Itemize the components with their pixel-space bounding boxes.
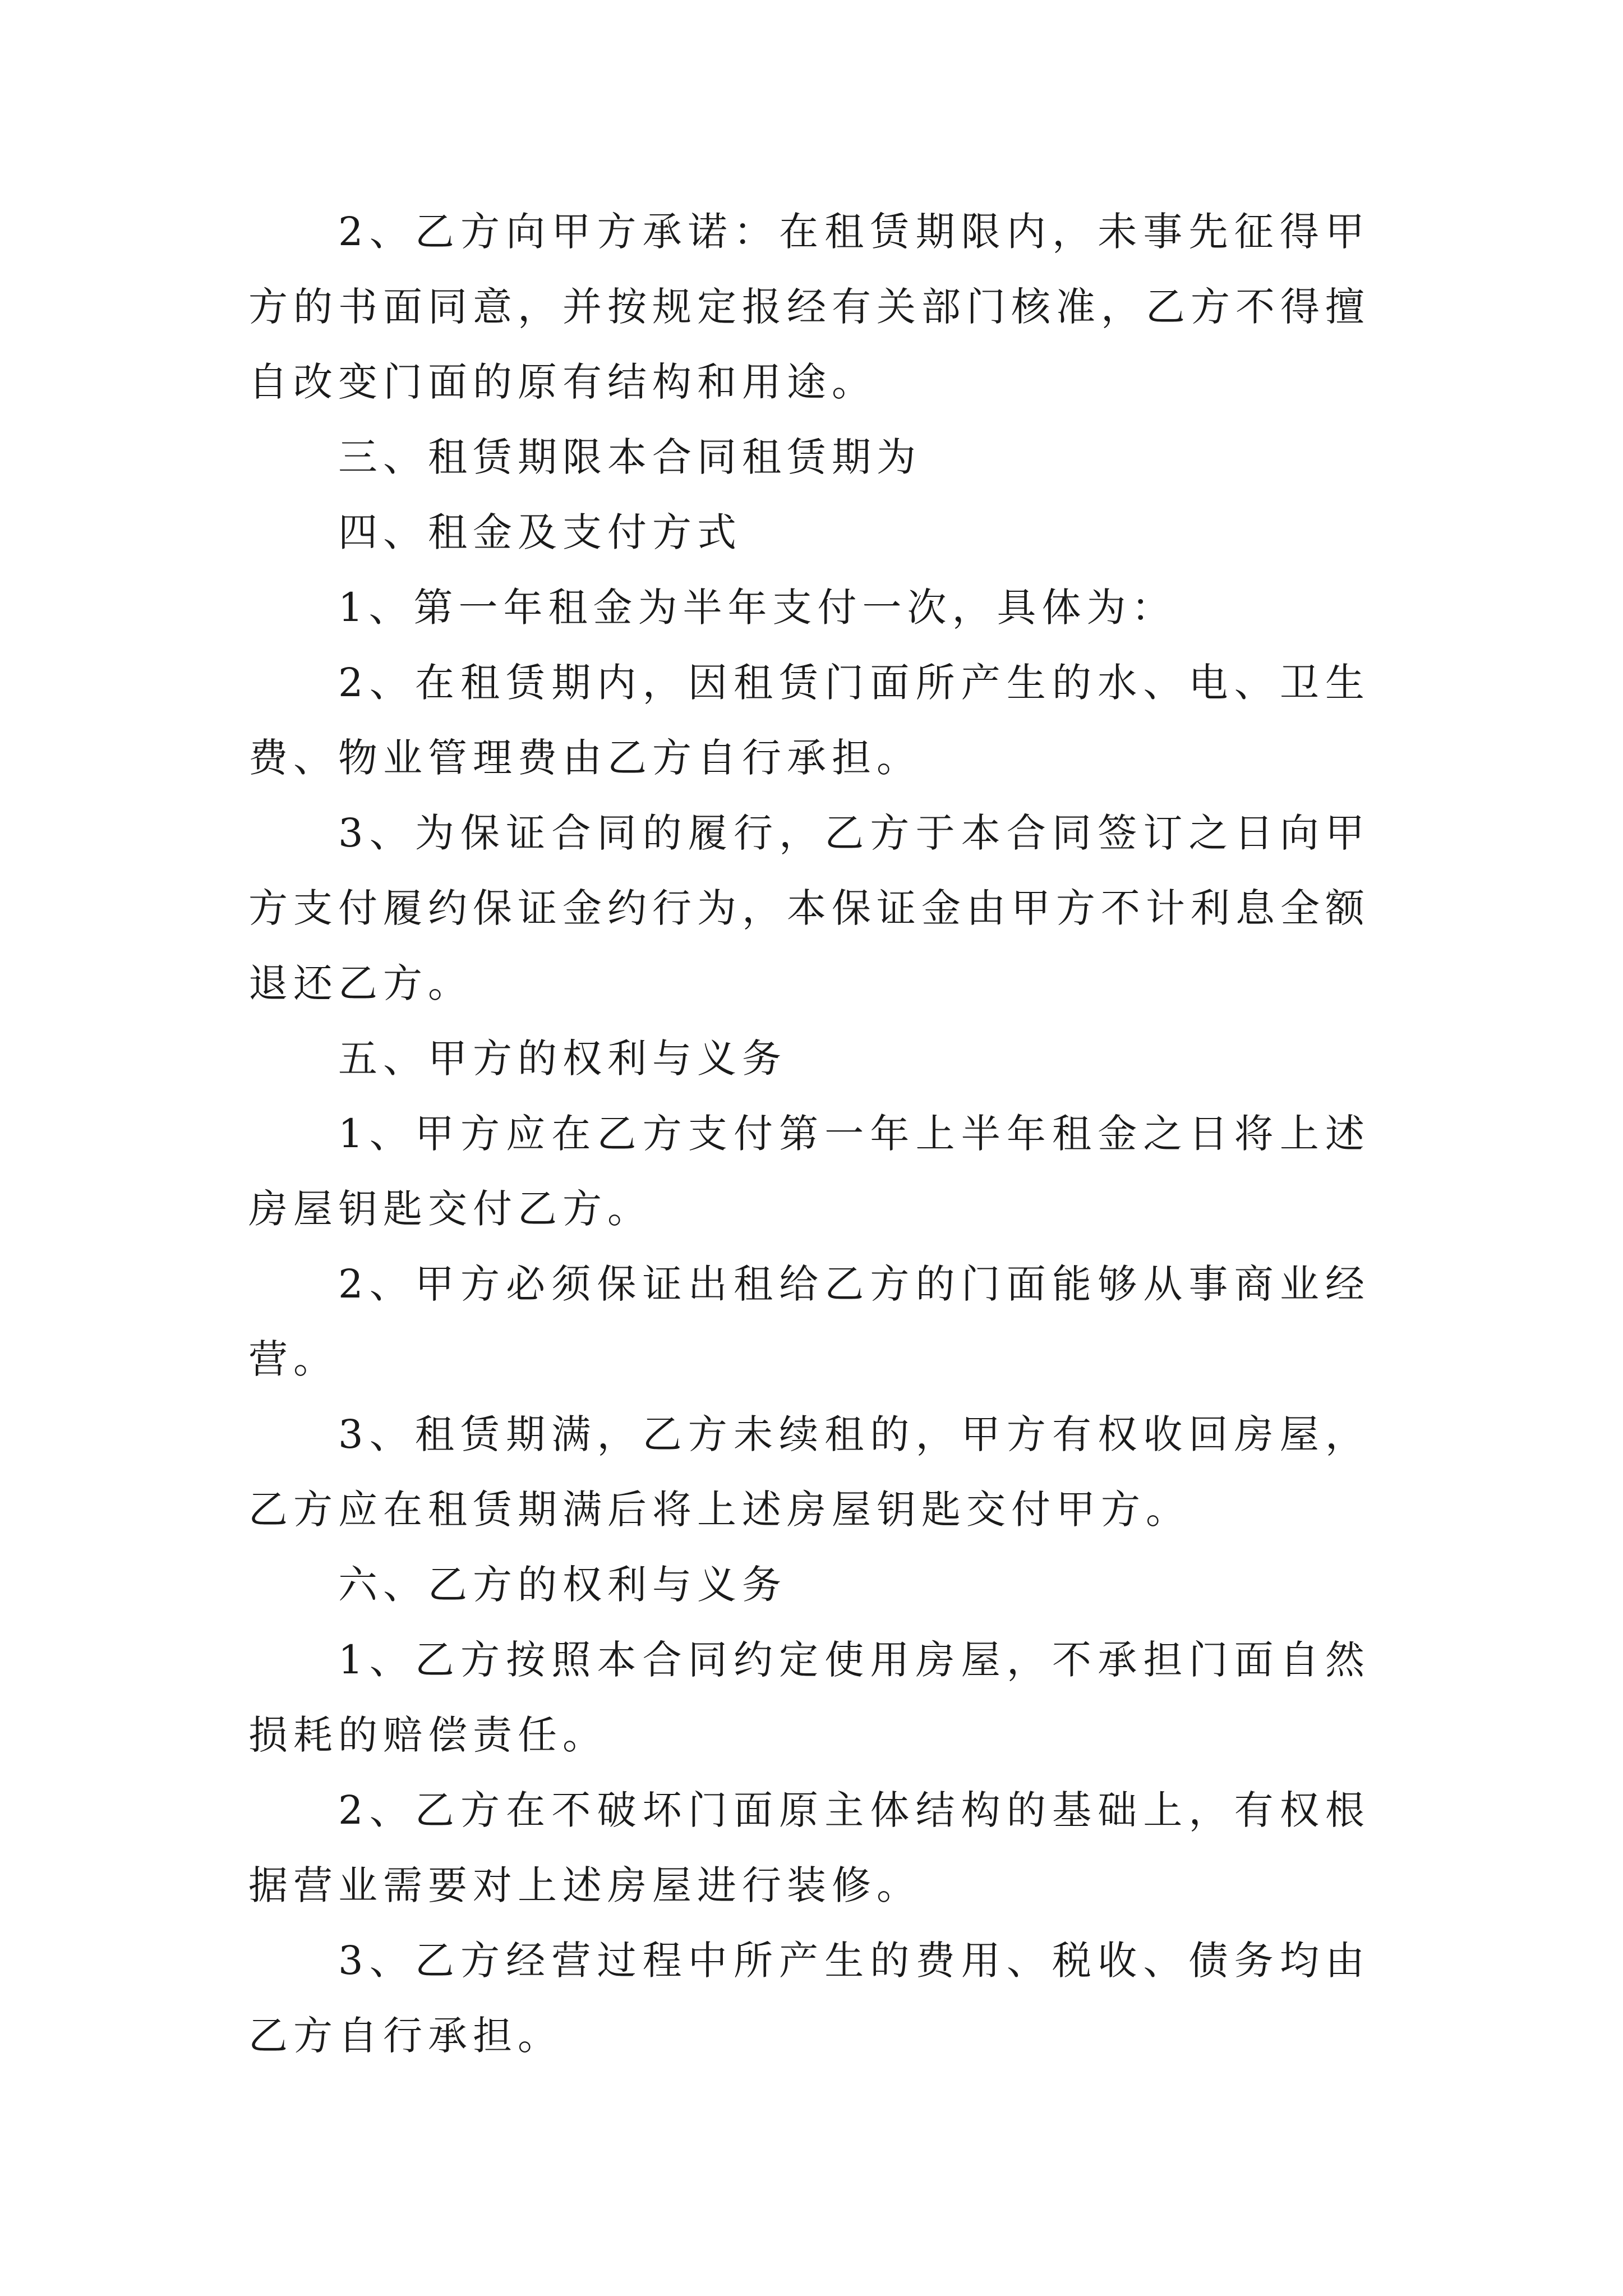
heading-lease-term: 三、租赁期限本合同租赁期为 (338, 434, 921, 480)
paragraph-tenant-use: 1、乙方按照本合同约定使用房屋，不承担门面自然损耗的赔偿责任。 (248, 1637, 1370, 1758)
document-body (248, 194, 1370, 2073)
paragraph-first-year-rent: 1、第一年租金为半年支付一次，具体为： (338, 585, 1177, 631)
heading-tenant-rights: 六、乙方的权利与义务 (338, 1562, 787, 1608)
paragraph-tenant-renovation: 2、乙方在不破坏门面原主体结构的基础上，有权根据营业需要对上述房屋进行装修。 (248, 1787, 1370, 1908)
paragraph-landlord-guarantee: 2、甲方必须保证出租给乙方的门面能够从事商业经营。 (248, 1261, 1370, 1382)
paragraph-lease-expiry: 3、租赁期满，乙方未续租的，甲方有权收回房屋，乙方应在租赁期满后将上述房屋钥匙交付甲方。 (248, 1411, 1370, 1533)
paragraph-utilities: 2、在租赁期内，因租赁门面所产生的水、电、卫生费、物业管理费由乙方自行承担。 (248, 660, 1370, 781)
heading-landlord-rights: 五、甲方的权利与义务 (338, 1036, 787, 1082)
paragraph-landlord-keys: 1、甲方应在乙方支付第一年上半年租金之日将上述房屋钥匙交付乙方。 (248, 1111, 1370, 1232)
heading-rent-payment: 四、租金及支付方式 (338, 509, 742, 555)
paragraph-tenant-promise: 2、乙方向甲方承诺：在租赁期限内，未事先征得甲方的书面同意，并按规定报经有关部门核准，乙方不得擅自改变门面的原有结构和用途。 (248, 209, 1370, 405)
paragraph-deposit: 3、为保证合同的履行，乙方于本合同签订之日向甲方支付履约保证金约行为，本保证金由甲方不计利息全额退还乙方。 (248, 810, 1370, 1006)
paragraph-tenant-expenses: 3、乙方经营过程中所产生的费用、税收、债务均由乙方自行承担。 (248, 1938, 1370, 2059)
